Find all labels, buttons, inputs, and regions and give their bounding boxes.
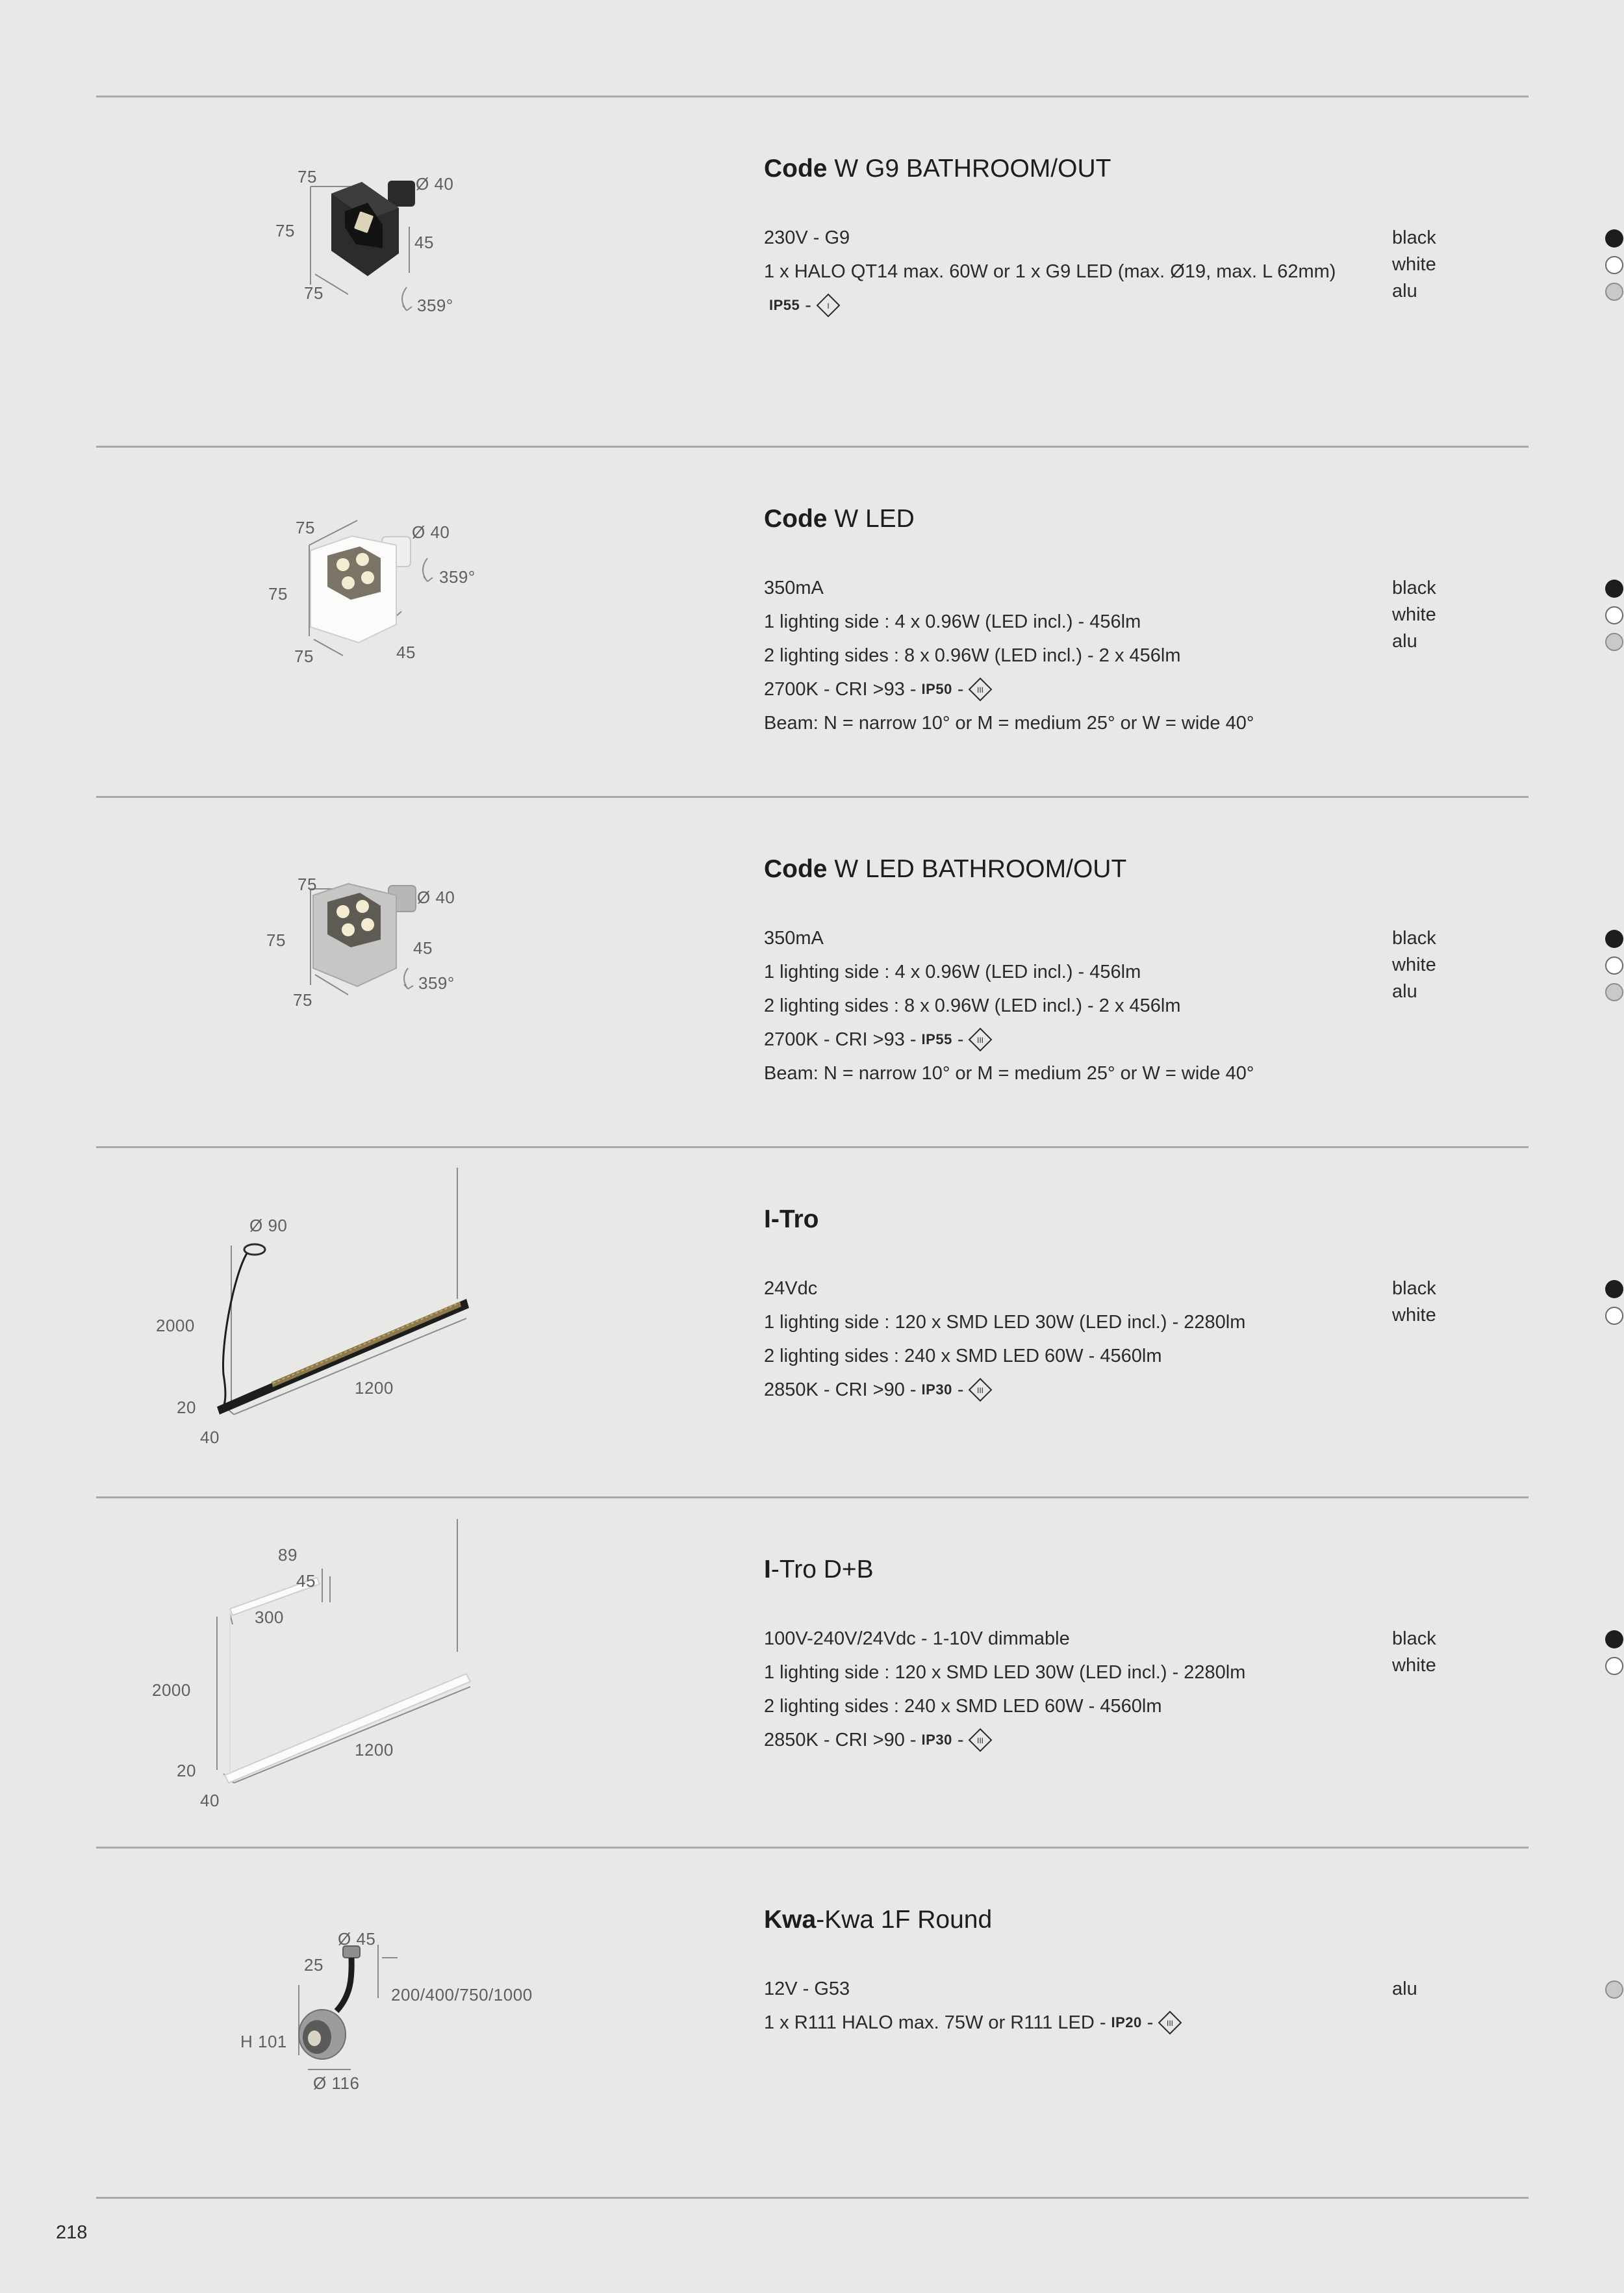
dimension-label: 75 [298, 875, 317, 894]
color-swatch [1605, 1980, 1623, 1999]
dimension-label: 75 [275, 221, 295, 240]
dimension-label: Ø 40 [412, 522, 450, 542]
spec-line: 24Vdc [764, 1278, 818, 1299]
product-drawing [96, 448, 681, 797]
color-swatch [1605, 1657, 1623, 1675]
spec-line: 2700K - CRI >93 - IP50 - III [764, 673, 1254, 706]
page-number: 218 [56, 2222, 88, 2243]
color-swatch [1605, 1630, 1623, 1648]
dimension-label: 1200 [355, 1740, 394, 1760]
color-option-white: white [1392, 602, 1624, 628]
product-specs [764, 221, 1336, 322]
product-drawing [96, 1148, 681, 1498]
dimension-label: 40 [200, 1428, 220, 1447]
dimension-label: 75 [304, 283, 324, 303]
product-drawing [96, 798, 681, 1147]
dimension-label: 2000 [152, 1680, 191, 1700]
color-options [1392, 1976, 1624, 2003]
dimension-label: 359° [417, 296, 453, 315]
spec-line: 2850K - CRI >90 - IP30 - III [764, 1723, 1245, 1757]
dimension-label: 75 [293, 990, 312, 1010]
product-specs [764, 921, 1254, 1090]
color-options [1392, 225, 1624, 305]
ip-rating-badge: IP20 [1111, 2014, 1142, 2030]
color-swatch [1605, 580, 1623, 598]
color-option-black: black [1392, 1275, 1624, 1302]
spec-line: IP55 - I [764, 288, 1336, 322]
product-kwa-kwa-1f-round [96, 1849, 1529, 2198]
svg-text:I: I [827, 301, 830, 311]
svg-text:III: III [977, 1386, 984, 1395]
dimension-label: Ø 116 [313, 2073, 360, 2093]
product-code-w-g9 [96, 97, 1529, 447]
dimension-label: 1200 [355, 1378, 394, 1398]
spec-line: 100V-240V/24Vdc - 1-10V dimmable [764, 1628, 1070, 1649]
color-swatch [1605, 956, 1623, 975]
color-option-alu: alu [1392, 979, 1624, 1005]
product-title: Code W LED BATHROOM/OUT [764, 855, 1127, 883]
dimension-label: 300 [255, 1608, 284, 1627]
protection-class-icon [967, 1027, 993, 1053]
color-options [1392, 1626, 1624, 1679]
spec-line: 2 lighting sides : 8 x 0.96W (LED incl.) - 2 x 456lm [764, 995, 1181, 1016]
spec-line: 2 lighting sides : 240 x SMD LED 60W - 4560lm [764, 1696, 1162, 1717]
color-swatch [1605, 229, 1623, 248]
protection-class-icon [967, 676, 993, 702]
product-drawing [96, 1849, 681, 2198]
dimension-label: 20 [177, 1761, 196, 1780]
color-option-white: white [1392, 251, 1624, 278]
protection-class-icon [815, 292, 841, 318]
protection-class-icon [967, 1727, 993, 1753]
protection-class-icon [1157, 2010, 1183, 2036]
product-specs [764, 571, 1254, 740]
color-swatch [1605, 1307, 1623, 1325]
color-options [1392, 1275, 1624, 1329]
color-swatch [1605, 633, 1623, 651]
spec-line: 1 x HALO QT14 max. 60W or 1 x G9 LED (max. Ø19, max. L 62mm) [764, 261, 1336, 282]
color-swatch [1605, 606, 1623, 624]
spec-line: 2850K - CRI >90 - IP30 - III [764, 1373, 1245, 1407]
svg-text:III: III [977, 1736, 984, 1745]
color-option-white: white [1392, 1302, 1624, 1329]
spec-line: 1 lighting side : 120 x SMD LED 30W (LED incl.) - 2280lm [764, 1662, 1246, 1683]
ip-rating-badge: IP55 [921, 1031, 952, 1047]
spec-line: 1 lighting side : 4 x 0.96W (LED incl.) - 456lm [764, 962, 1141, 982]
product-drawing [96, 97, 681, 447]
color-option-white: white [1392, 1652, 1624, 1679]
ip-rating-badge: IP50 [921, 681, 952, 697]
dimension-label: 75 [298, 167, 317, 186]
color-option-white: white [1392, 952, 1624, 979]
color-swatch [1605, 256, 1623, 274]
dimension-label: 75 [268, 584, 288, 604]
ip-rating-badge: IP30 [921, 1381, 952, 1398]
color-swatch [1605, 930, 1623, 948]
dimension-label: 2000 [156, 1316, 195, 1335]
product-i-tro [96, 1148, 1529, 1498]
dimension-label: 45 [413, 938, 433, 958]
dimension-label: H 101 [240, 2032, 287, 2051]
spec-line: 12V - G53 [764, 1979, 850, 1999]
protection-class-icon [967, 1377, 993, 1403]
dimension-label: 20 [177, 1398, 196, 1417]
spec-line: 1 lighting side : 4 x 0.96W (LED incl.) - 456lm [764, 611, 1141, 632]
dimension-label: Ø 45 [338, 1929, 376, 1949]
product-specs [764, 1272, 1245, 1407]
color-option-alu: alu [1392, 628, 1624, 655]
color-options [1392, 925, 1624, 1005]
dimension-label: 45 [414, 233, 434, 252]
color-options [1392, 575, 1624, 655]
color-swatch [1605, 1280, 1623, 1298]
dimension-label: 25 [304, 1955, 324, 1975]
product-title: I-Tro [764, 1205, 819, 1233]
svg-text:III: III [1167, 2019, 1174, 2028]
color-option-black: black [1392, 1626, 1624, 1652]
dimension-label: 75 [294, 647, 314, 666]
dimension-label: 45 [296, 1571, 316, 1591]
product-title: Kwa-Kwa 1F Round [764, 1906, 993, 1934]
dimension-label: 89 [278, 1545, 298, 1565]
product-code-w-led [96, 448, 1529, 797]
spec-line: 2 lighting sides : 8 x 0.96W (LED incl.) - 2 x 456lm [764, 645, 1181, 666]
spec-line: 1 lighting side : 120 x SMD LED 30W (LED incl.) - 2280lm [764, 1312, 1246, 1333]
product-title: I-Tro D+B [764, 1556, 874, 1583]
color-option-black: black [1392, 225, 1624, 251]
color-option-black: black [1392, 925, 1624, 952]
color-option-alu: alu [1392, 278, 1624, 305]
dimension-label: Ø 40 [417, 888, 455, 907]
spec-line: 350mA [764, 578, 824, 598]
dimension-label: 75 [266, 930, 286, 950]
dimension-label: 200/400/750/1000 [391, 1985, 533, 2005]
product-specs [764, 1622, 1245, 1757]
product-drawing [96, 1498, 681, 1848]
spec-line: 2700K - CRI >93 - IP55 - III [764, 1023, 1254, 1057]
spec-line: 230V - G9 [764, 227, 850, 248]
spec-line: 2 lighting sides : 240 x SMD LED 60W - 4560lm [764, 1346, 1162, 1366]
ip-rating-badge: IP55 [769, 297, 800, 313]
color-swatch [1605, 283, 1623, 301]
product-i-tro-db [96, 1498, 1529, 1848]
product-title: Code W G9 BATHROOM/OUT [764, 155, 1111, 183]
svg-text:III: III [977, 1036, 984, 1045]
product-code-w-led-bathroom [96, 798, 1529, 1147]
color-option-black: black [1392, 575, 1624, 602]
dimension-label: Ø 40 [416, 174, 454, 194]
ip-rating-badge: IP30 [921, 1732, 952, 1748]
product-specs [764, 1972, 1183, 2040]
dimension-label: Ø 90 [249, 1216, 288, 1235]
color-swatch [1605, 983, 1623, 1001]
spec-line: 350mA [764, 928, 824, 949]
svg-text:III: III [977, 685, 984, 695]
spec-line: Beam: N = narrow 10° or M = medium 25° or W = wide 40° [764, 1063, 1254, 1084]
product-title: Code W LED [764, 505, 915, 533]
color-option-alu: alu [1392, 1976, 1624, 2003]
dimension-label: 45 [396, 643, 416, 662]
dimension-label: 75 [296, 518, 315, 537]
dimension-label: 359° [418, 973, 455, 993]
dimension-label: 359° [439, 567, 476, 587]
dimension-label: 40 [200, 1791, 220, 1810]
spec-line: 1 x R111 HALO max. 75W or R111 LED - IP20 - III [764, 2006, 1183, 2040]
spec-line: Beam: N = narrow 10° or M = medium 25° or W = wide 40° [764, 713, 1254, 734]
